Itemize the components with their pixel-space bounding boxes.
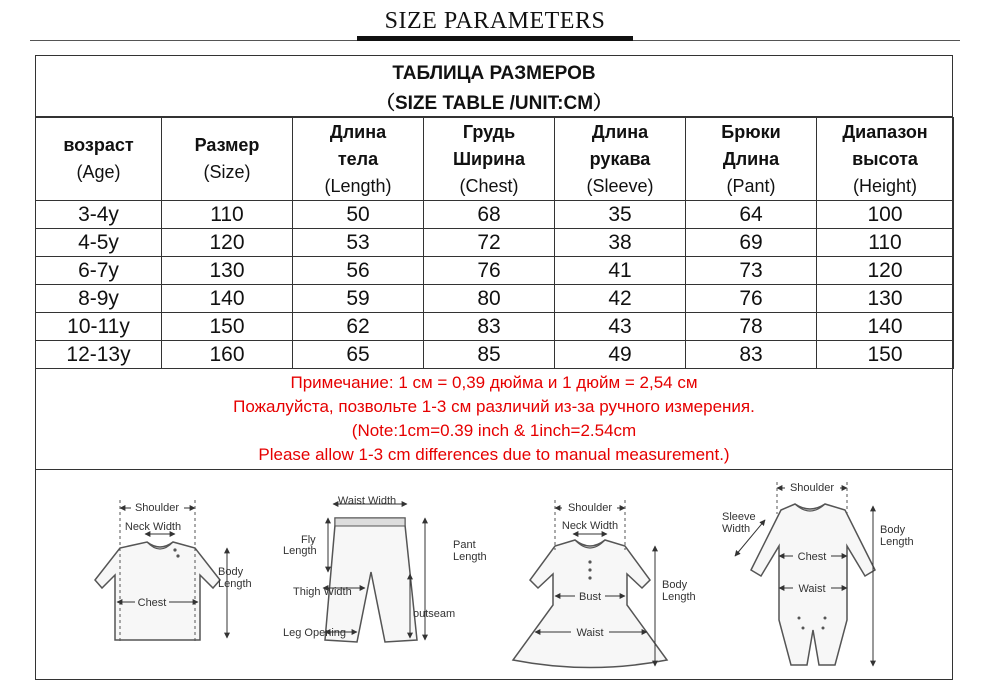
header-size: Размер (Size) (162, 118, 293, 201)
header-height: Диапазон высота (Height) (817, 118, 954, 201)
cell-age: 4-5y (36, 229, 162, 257)
cell-chest: 85 (424, 341, 555, 369)
cell-age: 10-11y (36, 313, 162, 341)
header-age: возраст (Age) (36, 118, 162, 201)
cell-age: 8-9y (36, 285, 162, 313)
table-header-row (36, 118, 954, 201)
cell-pant: 76 (686, 285, 817, 313)
cell-size: 120 (162, 229, 293, 257)
cell-size: 140 (162, 285, 293, 313)
cell-length: 62 (293, 313, 424, 341)
romper-body-label-2: Length (880, 536, 914, 548)
diagrams-svg (35, 470, 953, 680)
shirt-diagram (95, 500, 252, 642)
dress-body-label-1: Body (662, 579, 688, 591)
dress-waist-label: Waist (576, 627, 604, 639)
shirt-body-label-1: Body (218, 566, 244, 578)
cell-pant: 69 (686, 229, 817, 257)
pants-pant-label-2: Length (453, 551, 487, 563)
cell-age: 6-7y (36, 257, 162, 285)
cell-height: 110 (817, 229, 954, 257)
size-table (35, 117, 954, 369)
page-header (0, 0, 990, 52)
cell-chest: 76 (424, 257, 555, 285)
cell-pant: 83 (686, 341, 817, 369)
cell-height: 100 (817, 201, 954, 229)
header-chest: Грудь Ширина (Chest) (424, 118, 555, 201)
pants-diagram (283, 495, 487, 642)
cell-height: 150 (817, 341, 954, 369)
cell-height: 130 (817, 285, 954, 313)
table-row (36, 257, 954, 285)
romper-diagram (722, 480, 914, 666)
cell-length: 59 (293, 285, 424, 313)
cell-length: 65 (293, 341, 424, 369)
pants-outline (325, 518, 417, 642)
note-line-2: Пожалуйста, позвольте 1-3 см различий из-за ручного измерения. (233, 397, 755, 416)
dress-shoulder-label: Shoulder (567, 502, 613, 514)
measurement-notes (35, 368, 953, 470)
table-title (35, 55, 953, 117)
note-line-1: Примечание: 1 см = 0,39 дюйма и 1 дюйм = 2,54 см (290, 373, 698, 392)
table-row (36, 201, 954, 229)
romper-sleeve-label-2: Width (722, 523, 751, 535)
shirt-neck-label: Neck Width (124, 521, 182, 533)
dress-body-label-2: Length (662, 591, 696, 603)
cell-sleeve: 42 (555, 285, 686, 313)
cell-length: 50 (293, 201, 424, 229)
note-line-4: Please allow 1-3 cm differences due to manual measurement.) (258, 445, 730, 464)
table-row (36, 285, 954, 313)
cell-sleeve: 38 (555, 229, 686, 257)
cell-sleeve: 35 (555, 201, 686, 229)
measurement-diagrams (35, 470, 953, 680)
romper-waist-label: Waist (798, 583, 826, 595)
page-title: SIZE PARAMETERS (384, 8, 606, 34)
cell-length: 53 (293, 229, 424, 257)
dress-neck-label: Neck Width (561, 520, 619, 532)
cell-size: 130 (162, 257, 293, 285)
pants-fly-label-2: Length (283, 545, 317, 557)
pants-thigh-label: Thigh Width (293, 586, 352, 598)
cell-chest: 72 (424, 229, 555, 257)
romper-sleeve-label-1: Sleeve (722, 511, 756, 523)
table-row (36, 341, 954, 369)
cell-sleeve: 49 (555, 341, 686, 369)
shirt-chest-label: Chest (137, 597, 167, 609)
table-row (36, 229, 954, 257)
dress-diagram (513, 500, 696, 668)
dress-bust-label: Bust (578, 591, 602, 603)
pants-pant-label-1: Pant (453, 539, 476, 551)
cell-sleeve: 43 (555, 313, 686, 341)
table-row (36, 313, 954, 341)
cell-age: 12-13y (36, 341, 162, 369)
cell-pant: 64 (686, 201, 817, 229)
romper-chest-label: Chest (797, 551, 827, 563)
header-underline (357, 36, 633, 41)
pants-leg-label: Leg Opening (283, 627, 346, 639)
shirt-body-label-2: Length (218, 578, 252, 590)
cell-pant: 73 (686, 257, 817, 285)
cell-size: 150 (162, 313, 293, 341)
cell-size: 160 (162, 341, 293, 369)
cell-size: 110 (162, 201, 293, 229)
cell-chest: 68 (424, 201, 555, 229)
cell-age: 3-4y (36, 201, 162, 229)
cell-sleeve: 41 (555, 257, 686, 285)
cell-pant: 78 (686, 313, 817, 341)
cell-chest: 83 (424, 313, 555, 341)
shirt-shoulder-label: Shoulder (134, 502, 180, 514)
pants-fly-label-1: Fly (301, 534, 316, 546)
note-line-3: (Note:1cm=0.39 inch & 1inch=2.54cm (351, 421, 637, 440)
cell-chest: 80 (424, 285, 555, 313)
cell-height: 120 (817, 257, 954, 285)
cell-height: 140 (817, 313, 954, 341)
table-title-en: （SIZE TABLE /UNIT:CM） (375, 93, 613, 114)
header-sleeve: Длина рукава (Sleeve) (555, 118, 686, 201)
table-title-ru: ТАБЛИЦА РАЗМЕРОВ (392, 63, 596, 84)
romper-shoulder-label: Shoulder (789, 482, 835, 494)
dress-outline (513, 540, 667, 668)
pants-outseam-label: outseam (413, 608, 456, 620)
shirt-outline (95, 542, 220, 640)
cell-length: 56 (293, 257, 424, 285)
header-length: Длина тела (Length) (293, 118, 424, 201)
header-pant: Брюки Длина (Pant) (686, 118, 817, 201)
pants-waist-label: Waist Width (337, 495, 397, 507)
romper-body-label-1: Body (880, 524, 906, 536)
